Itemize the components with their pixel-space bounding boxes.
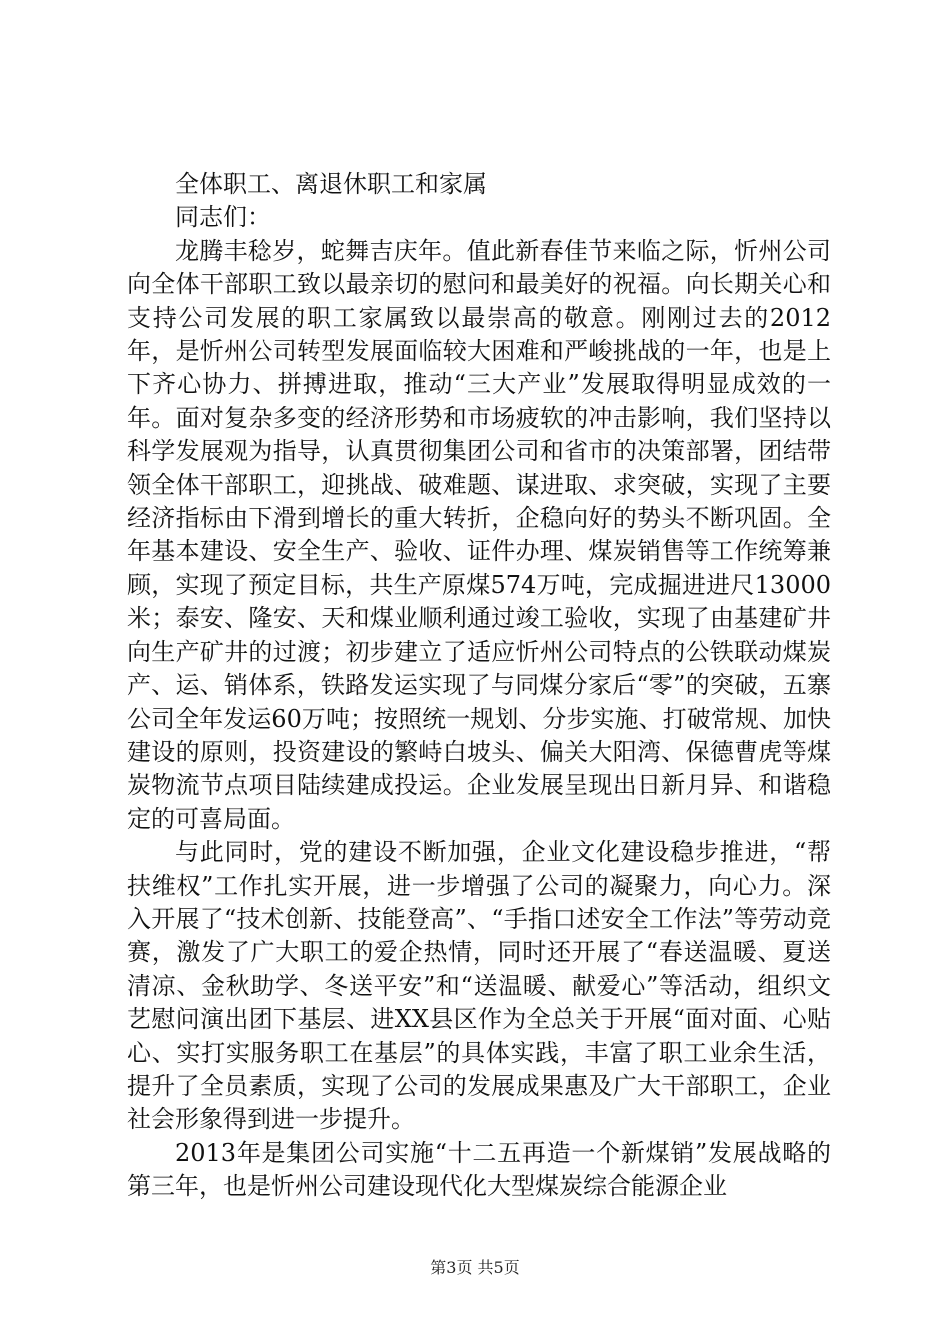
greeting-line: 同志们： [175, 203, 271, 232]
paragraph-outlook-2013: 2013年是集团公司实施“十二五再造一个新煤销”发展战略的第三年，也是忻州公司建设现代化大型煤炭综合能源企业 [127, 1138, 831, 1201]
paragraph-review-2012: 龙腾丰稔岁，蛇舞吉庆年。值此新春佳节来临之际，忻州公司向全体干部职工致以最亲切的慰问和最美好的祝福。向长期关心和支持公司发展的职工家属致以最崇高的敬意。刚刚过去的2012年，是忻州公司转型发展面临较大困难和严峻挑战的一年，也是上下齐心协力、拼搏进取，推动“三大产业”发展取得明显成效的一年。面对复杂多变的经济形势和市场疲软的冲击影响，我们坚持以科学发展观为指导，认真贯彻集团公司和省市的决策部署，团结带领全体干部职工，迎挑战、破难题、谋进取、求突破，实现了主要经济指标由下滑到增长的重大转折，企稳向好的势头不断巩固。全年基本建设、安全生产、验收、证件办理、煤炭销售等工作统筹兼顾，实现了预定目标，共生产原煤574万吨，完成掘进进尺13000米；泰安、隆安、天和煤业顺利通过竣工验收，实现了由基建矿井向生产矿井的过渡；初步建立了适应忻州公司特点的公铁联动煤炭产、运、销体系，铁路发运实现了与同煤分家后“零”的突破，五寨公司全年发运60万吨；按照统一规划、分步实施、打破常规、加快建设的原则，投资建设的繁峙白坡头、偏关大阳湾、保德曹虎等煤炭物流节点项目陆续建成投运。企业发展呈现出日新月异、和谐稳定的可喜局面。 [127, 236, 831, 833]
page-number-footer: 第3页 共5页 [430, 1258, 520, 1277]
paragraph-party-building: 与此同时，党的建设不断加强，企业文化建设稳步推进，“帮扶维权”工作扎实开展，进一步增强了公司的凝聚力，向心力。深入开展了“技术创新、技能登高”、“手指口述安全工作法”等劳动竞赛，激发了广大职工的爱企热情，同时还开展了“春送温暖、夏送清凉、金秋助学、冬送平安”和“送温暖、献爱心”等活动，组织文艺慰问演出团下基层、进XX县区作为全总关于开展“面对面、心贴心、实打实服务职工在基层”的具体实践，丰富了职工业余生活，提升了全员素质，实现了公司的发展成果惠及广大干部职工，企业社会形象得到进一步提升。 [127, 838, 831, 1134]
document-body [127, 168, 831, 1204]
salutation-line: 全体职工、离退休职工和家属 [175, 170, 487, 198]
